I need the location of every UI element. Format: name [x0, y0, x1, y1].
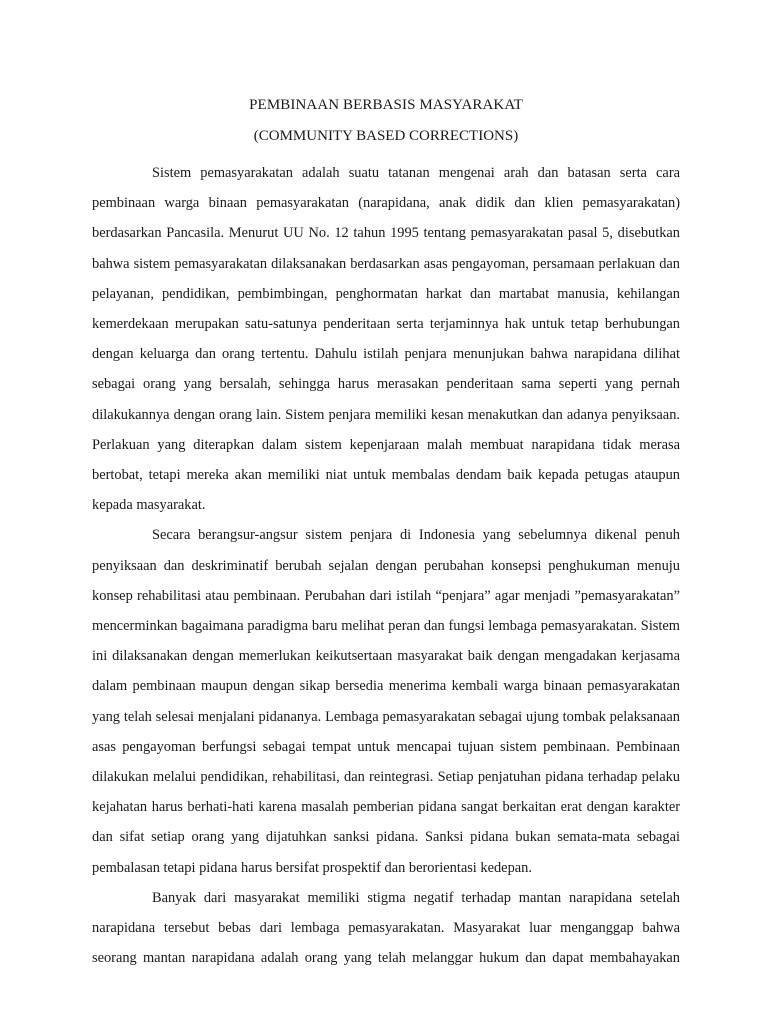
paragraph-1: Sistem pemasyarakatan adalah suatu tatanan mengenai arah dan batasan serta cara pembinaan warga binaan pemasyarakatan (narapidana, anak didik dan klien pemasyarakatan) berdasarkan Pancasila. Menurut UU No. 12 tahun 1995 tentang pemasyarakatan pasal 5, disebutkan bahwa sistem pemasyarakatan dilaksanakan berdasarkan asas pengayoman, persamaan perlakuan dan pelayanan, pendidikan, pembimbingan, penghormatan harkat dan martabat manusia, kehilangan kemerdekaan merupakan satu-satunya penderitaan serta terjaminnya hak untuk tetap berhubungan dengan keluarga dan orang tertentu. Dahulu istilah penjara menunjukan bahwa narapidana dilihat sebagai orang yang bersalah, sehingga harus merasakan penderitaan sama seperti yang pernah dilakukannya dengan orang lain. Sistem penjara memiliki kesan menakutkan dan adanya penyiksaan. Perlakuan yang diterapkan dalam sistem kepenjaraan malah membuat narapidana tidak merasa bertobat, tetapi mereka akan memiliki niat untuk membalas dendam baik kepada petugas ataupun kepada masyarakat.: [92, 165, 680, 514]
document-body: [92, 158, 680, 973]
paragraph-3: Banyak dari masyarakat memiliki stigma negatif terhadap mantan narapidana setelah narapidana tersebut bebas dari lembaga pemasyarakatan. Masyarakat luar menganggap bahwa seorang mantan narapidana adalah orang yang telah melanggar hukum dan dapat membahayakan: [92, 889, 680, 967]
document-subtitle: (COMMUNITY BASED CORRECTIONS): [253, 128, 519, 144]
document-title: PEMBINAAN BERBASIS MASYARAKAT: [249, 97, 523, 113]
paragraph-2: Secara berangsur-angsur sistem penjara di Indonesia yang sebelumnya dikenal penuh penyiksaan dan deskriminatif berubah sejalan dengan perubahan konsepsi penghukuman menuju konsep rehabilitasi atau pembinaan. Perubahan dari istilah “penjara” agar menjadi ”pemasyarakatan” mencerminkan bagaimana paradigma baru melihat peran dan fungsi lembaga pemasyarakatan. Sistem ini dilaksanakan dengan memerlukan keikutsertaan masyarakat baik dengan mengadakan kerjasama dalam pembinaan maupun dengan sikap bersedia menerima kembali warga binaan pemasyarakatan yang telah selesai menjalani pidananya. Lembaga pemasyarakatan sebagai ujung tombak pelaksanaan asas pengayoman berfungsi sebagai tempat untuk mencapai tujuan sistem pembinaan. Pembinaan dilakukan melalui pendidikan, rehabilitasi, dan reintegrasi. Setiap penjatuhan pidana terhadap pelaku kejahatan harus berhati-hati karena masalah pemberian pidana sangat berkaitan erat dengan karakter dan sifat setiap orang yang dijatuhkan sanksi pidana. Sanksi pidana bukan semata-mata sebagai pembalasan tetapi pidana harus bersifat prospektif dan berorientasi kedepan.: [92, 527, 680, 876]
